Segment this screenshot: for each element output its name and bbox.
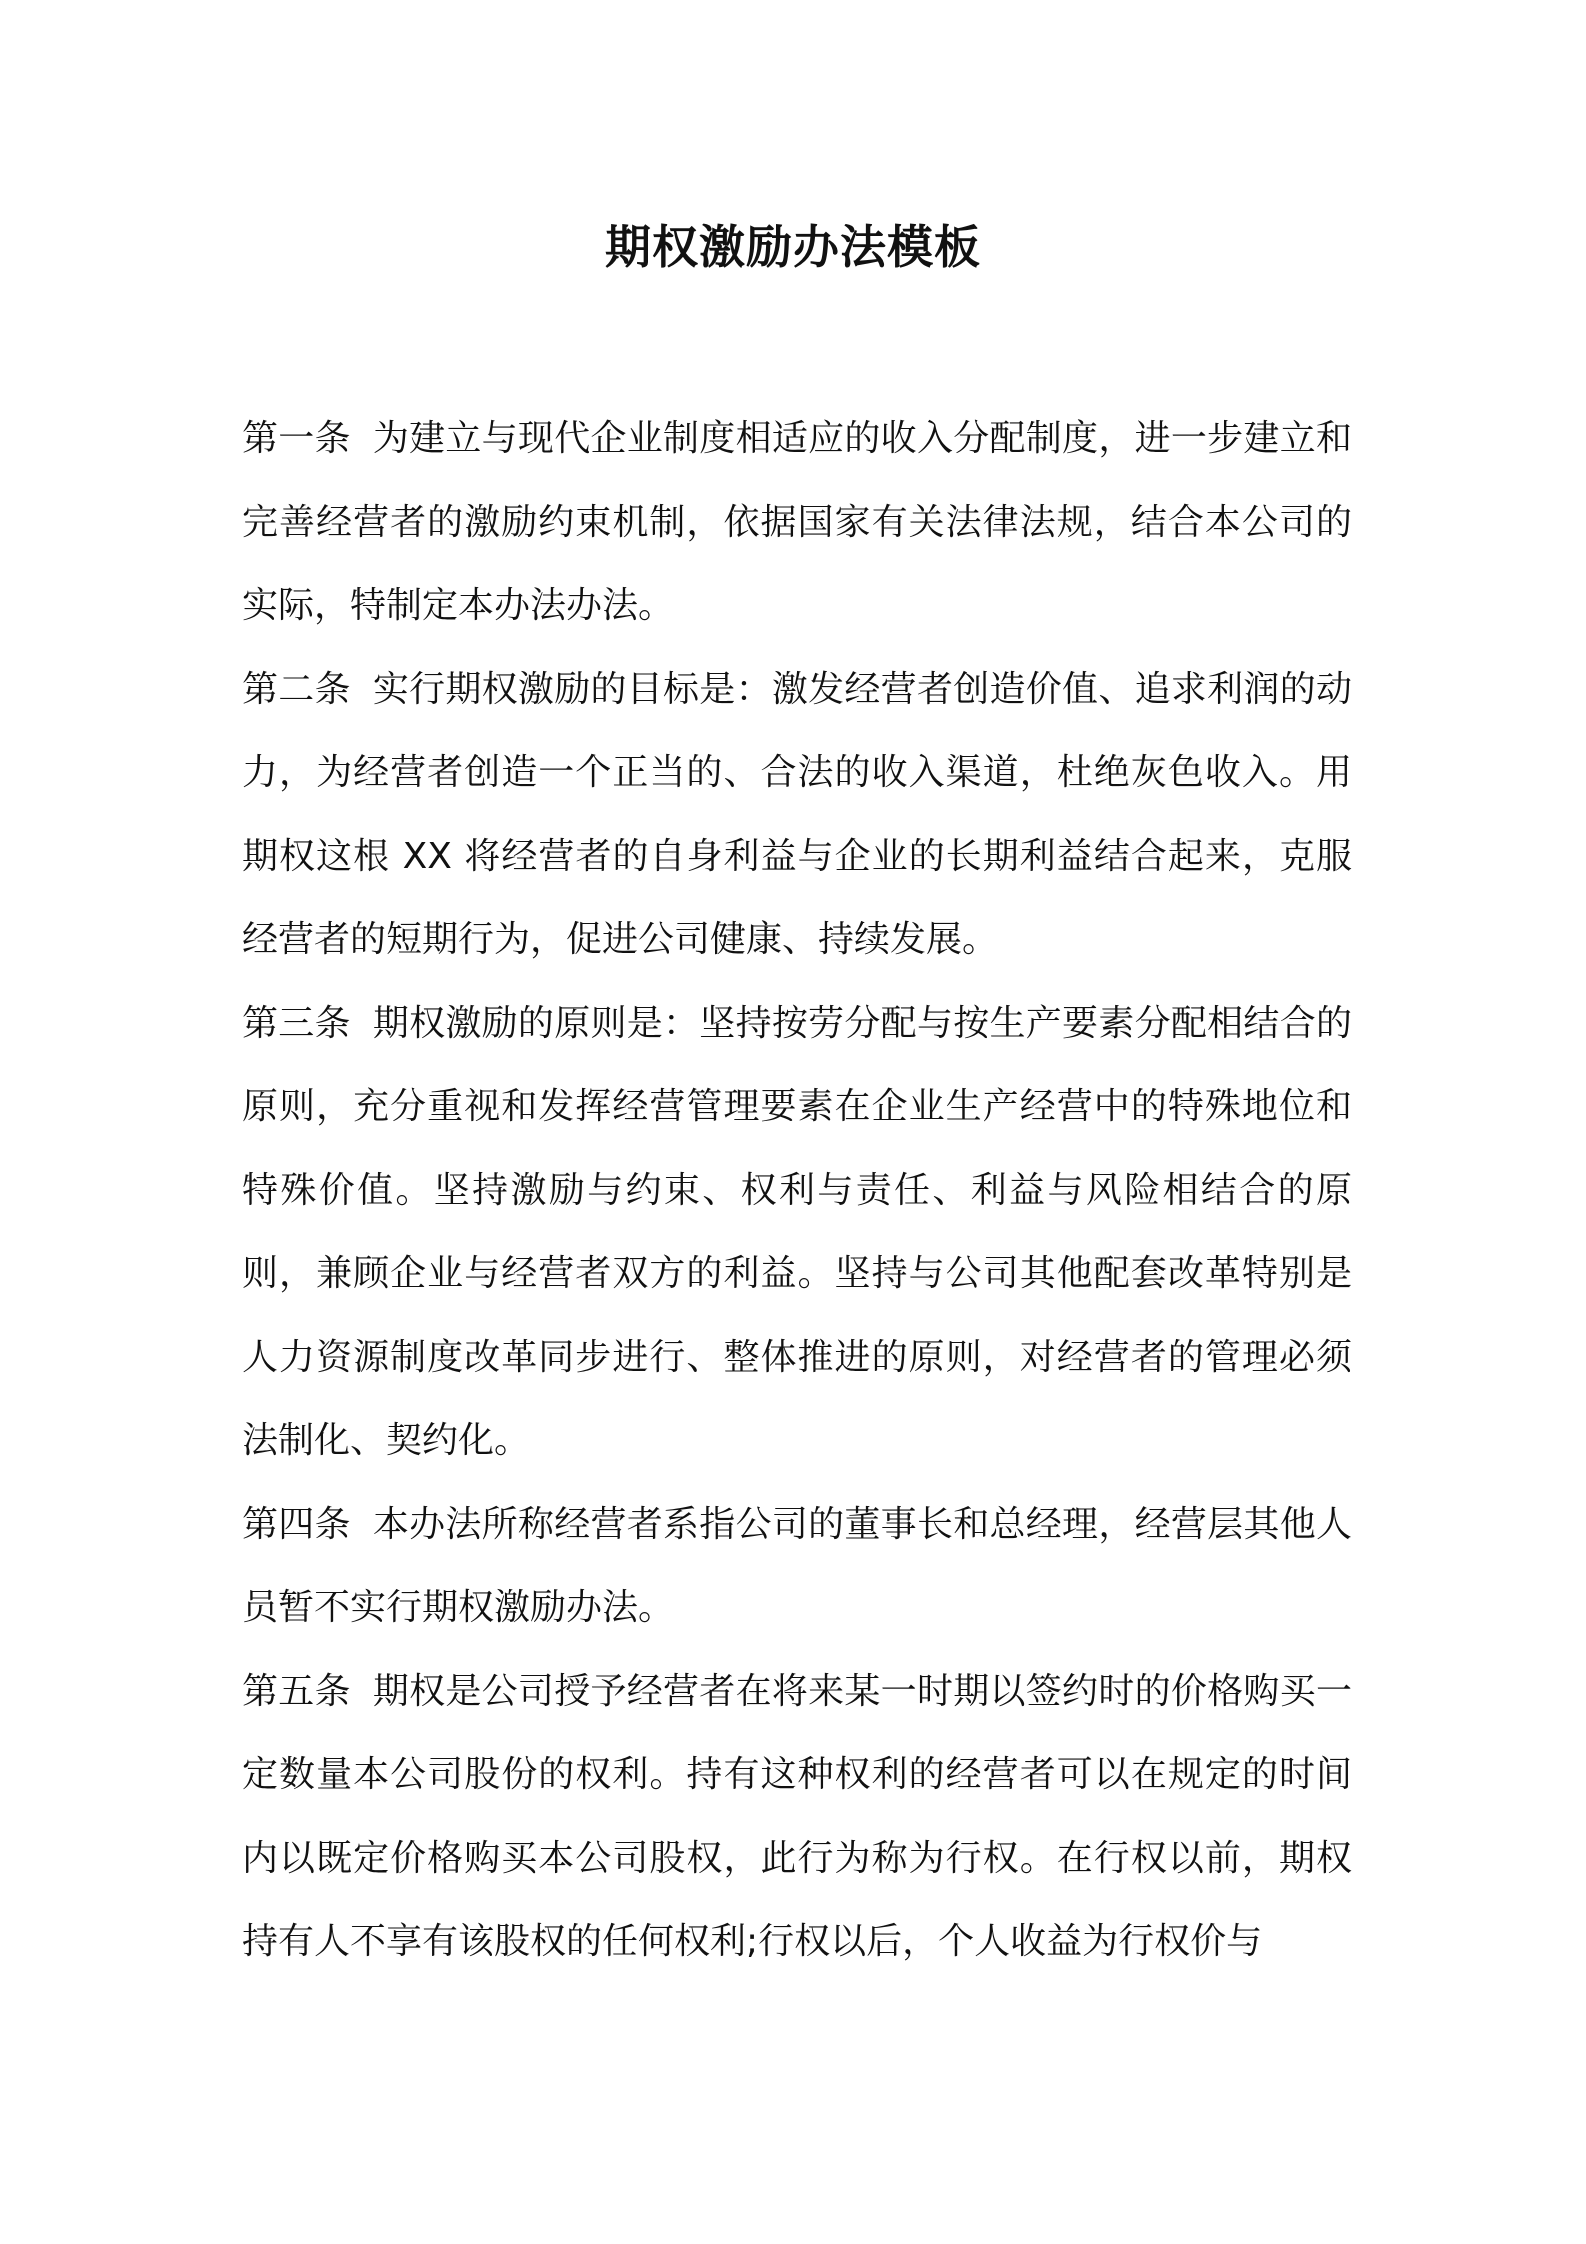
article-1 [242,397,1352,648]
document-body [242,397,1352,1984]
article-label: 第三条 [242,1002,351,1044]
article-text: 为建立与现代企业制度相适应的收入分配制度，进一步建立和完善经营者的激励约束机制，依据国家有关法律法规，结合本公司的实际，特制定本办法办法。 [242,418,1352,626]
article-text: 期权激励的原则是：坚持按劳分配与按生产要素分配相结合的原则，充分重视和发挥经营管理要素在企业生产经营中的特殊地位和特殊价值。坚持激励与约束、权利与责任、利益与风险相结合的原则，兼顾企业与经营者双方的利益。坚持与公司其他配套改革特别是人力资源制度改革同步进行、整体推进的原则，对经营者的管理必须法制化、契约化。 [242,1002,1352,1461]
document-title: 期权激励办法模板 [605,220,981,274]
article-3 [242,982,1352,1483]
article-text: 实行期权激励的目标是：激发经营者创造价值、追求利润的动力，为经营者创造一个正当的、合法的收入渠道，杜绝灰色收入。用期权这根 XX 将经营者的自身利益与企业的长期利益结合起来，克服经营者的短期行为，促进公司健康、持续发展。 [242,668,1352,960]
article-label: 第五条 [242,1670,351,1712]
article-label: 第一条 [242,418,351,459]
article-5 [242,1650,1352,1984]
article-2 [242,648,1352,982]
article-label: 第二条 [242,668,351,710]
article-4 [242,1483,1352,1650]
article-text: 期权是公司授予经营者在将来某一时期以签约时的价格购买一定数量本公司股份的权利。持有这种权利的经营者可以在规定的时间内以既定价格购买本公司股权，此行为称为行权。在行权以前，期权持有人不享有该股权的任何权利;行权以后，个人收益为行权价与 [242,1670,1352,1962]
article-label: 第四条 [242,1503,351,1545]
article-text: 本办法所称经营者系指公司的董事长和总经理，经营层其他人员暂不实行期权激励办法。 [242,1503,1352,1628]
